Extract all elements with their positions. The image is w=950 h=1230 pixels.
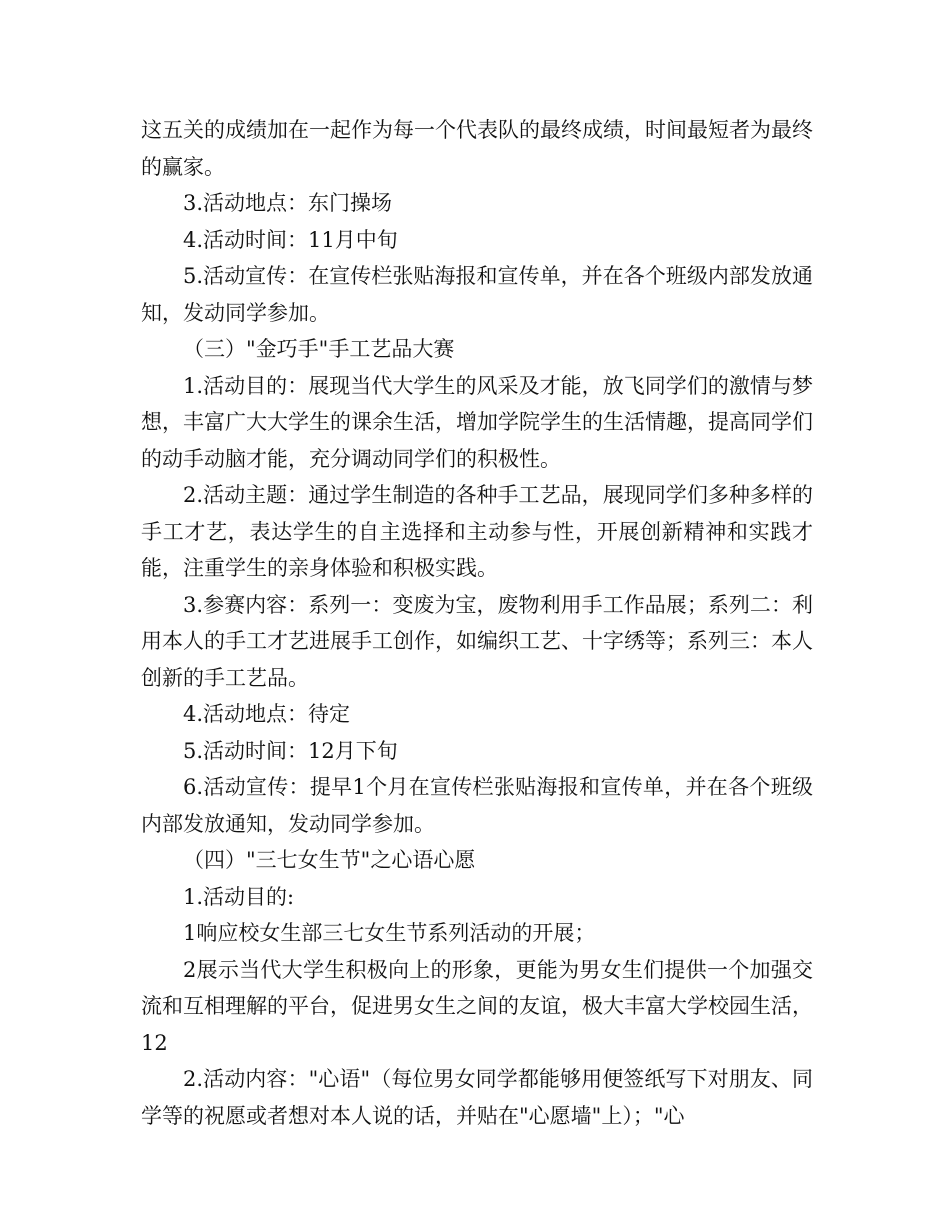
paragraph-1: 这五关的成绩加在一起作为每一个代表队的最终成绩，时间最短者为最终的赢家。 bbox=[141, 118, 813, 179]
paragraph-15: 2展示当代大学生积极向上的形象，更能为男女生们提供一个加强交流和互相理解的平台，促进男女生之间的友谊，极大丰富大学校园生活， 12 bbox=[141, 957, 867, 1055]
paragraph-14: 1响应校女生部三七女生节系列活动的开展； bbox=[183, 921, 596, 945]
section-heading-3: （三）"金巧手"手工艺品大赛 bbox=[183, 337, 455, 361]
paragraph-4: 5.活动宣传：在宣传栏张贴海报和宣传单，并在各个班级内部发放通知，发动同学参加。 bbox=[141, 264, 813, 325]
paragraph-6: 1.活动目的：展现当代大学生的风采及才能，放飞同学们的激情与梦想，丰富广大大学生的课余生活，增加学院学生的生活情趣，提高同学们的动手动脑才能，充分调动同学们的积极性。 bbox=[141, 373, 813, 471]
paragraph-11: 6.活动宣传：提早1个月在宣传栏张贴海报和宣传单，并在各个班级内部发放通知，发动同学参加。 bbox=[141, 775, 813, 836]
paragraph-7: 2.活动主题：通过学生制造的各种手工艺品，展现同学们多种多样的手工才艺，表达学生的自主选择和主动参与性，开展创新精神和实践才能，注重学生的亲身体验和积极实践。 bbox=[141, 483, 813, 580]
paragraph-3: 4.活动时间：11月中旬 bbox=[183, 227, 398, 252]
document-body bbox=[141, 112, 867, 1134]
paragraph-13: 1.活动目的: bbox=[183, 884, 295, 909]
section-heading-4: （四）"三七女生节"之心语心愿 bbox=[183, 848, 476, 872]
paragraph-10: 5.活动时间：12月下旬 bbox=[183, 738, 398, 763]
paragraph-2: 3.活动地点：东门操场 bbox=[183, 191, 393, 215]
paragraph-8: 3.参赛内容：系列一：变废为宝，废物利用手工作品展；系列二：利用本人的手工才艺进展手工创作，如编织工艺、十字绣等；系列三：本人创新的手工艺品。 bbox=[141, 592, 813, 690]
paragraph-16: 2.活动内容："心语"（每位男女同学都能够用便签纸写下对朋友、同学等的祝愿或者想对本人说的话，并贴在"心愿墙"上）；"心 bbox=[141, 1067, 813, 1128]
paragraph-9: 4.活动地点：待定 bbox=[183, 702, 351, 726]
